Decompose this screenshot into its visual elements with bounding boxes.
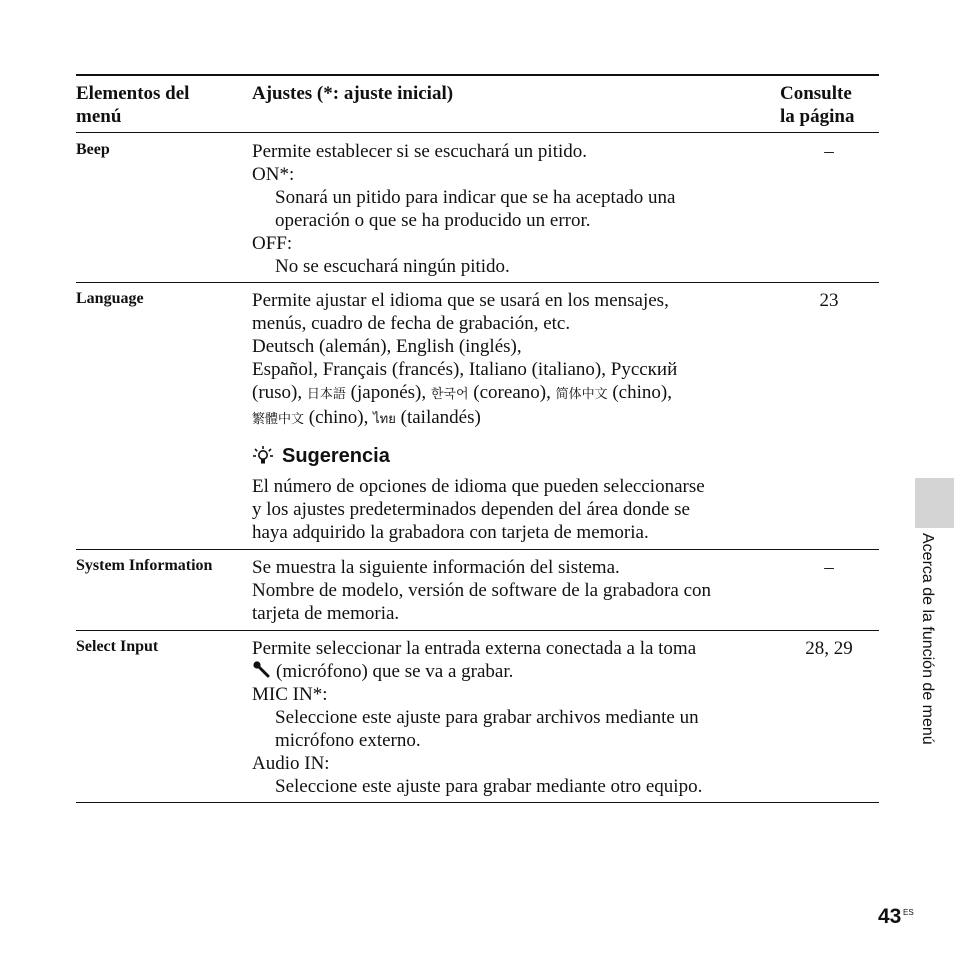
lightbulb-icon: [252, 445, 274, 467]
header-menu-items: Elementos del menú: [76, 83, 190, 127]
tip-heading: [252, 443, 777, 469]
header-rule: [76, 132, 879, 133]
language-list-line: 繁體中文 (chino), ไทย (tailandés): [252, 407, 481, 428]
table-top-rule: [76, 74, 879, 76]
item-description: Se muestra la siguiente información del sistema. Nombre de modelo, versión de software de la grabadora con tarjeta de memoria.: [252, 557, 711, 624]
page-reference: 28, 29: [805, 638, 853, 659]
page-reference: 23: [819, 290, 839, 311]
item-name: Language: [76, 290, 144, 307]
header-settings: Ajustes (*: ajuste inicial): [252, 83, 454, 104]
traditional-chinese-label: 繁體中文: [252, 412, 305, 427]
korean-label: 한국어: [430, 387, 469, 402]
tip-title: Sugerencia: [282, 445, 390, 467]
microphone-icon: [252, 660, 272, 680]
thai-label: ไทย: [373, 412, 396, 427]
japanese-label: 日本語: [306, 387, 346, 402]
simplified-chinese-label: 简体中文: [555, 387, 608, 402]
item-name: System Information: [76, 557, 213, 574]
page-language-code: ES: [903, 908, 914, 917]
item-name: Beep: [76, 141, 110, 158]
item-name: Select Input: [76, 638, 159, 655]
table-bottom-rule: [76, 802, 879, 803]
header-page-ref: Consulte la página: [780, 83, 855, 127]
section-tab: [915, 478, 954, 528]
page-reference: –: [824, 557, 834, 578]
page-number: 43: [878, 905, 902, 928]
row-rule: [76, 549, 879, 550]
item-description: Permite establecer si se escuchará un pitido. ON*: Sonará un pitido para indicar que se ha aceptado una operación o que se ha producido un error. OFF: No se escuchará ningún pitido.: [252, 141, 676, 277]
language-list-line: (ruso), 日本語 (japonés), 한국어 (coreano), 简体中文 (chino),: [252, 382, 672, 403]
page-reference: –: [824, 141, 834, 162]
section-label: Acerca de la función de menú: [919, 533, 936, 745]
item-description: Permite seleccionar la entrada externa conectada a la toma (micrófono) que se va a grabar. MIC IN*: Seleccione este ajuste para grabar archivos mediante un micrófono externo. Audio IN: Seleccione este ajuste para grabar mediante otro equipo.: [252, 638, 703, 797]
row-rule: [76, 630, 879, 631]
item-description: Permite ajustar el idioma que se usará en los mensajes, menús, cuadro de fecha de grabación, etc. Deutsch (alemán), English (inglés), Español, Français (francés), Italiano (italiano), Русский (ruso), 日本語 (japonés), 한국어 (coreano), 简体中文 (chino), 繁體中文 (chino), ไทย (tailandés) Sugerencia El número de opciones de idioma que pueden seleccionarse y los ajustes predeterminados dependen del área donde se haya adquirido la grabadora con tarjeta de memoria.: [252, 289, 777, 544]
row-rule: [76, 282, 879, 283]
